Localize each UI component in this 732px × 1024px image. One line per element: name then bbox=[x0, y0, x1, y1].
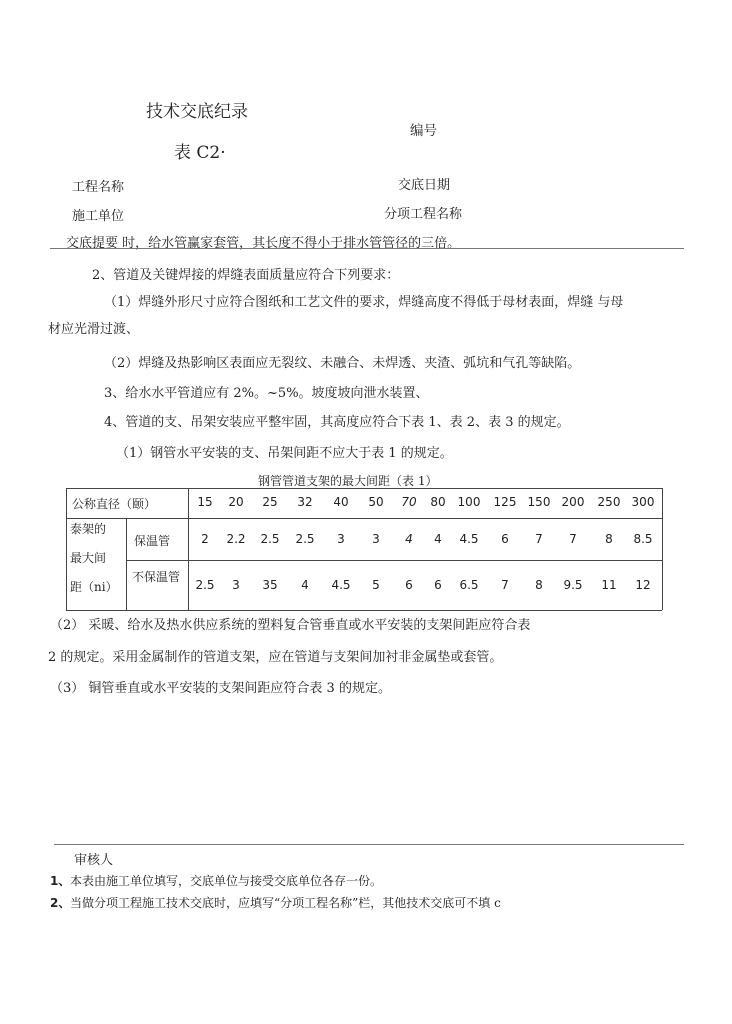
table-line-header bbox=[66, 518, 662, 519]
table-header-cell: 300 bbox=[631, 495, 655, 509]
table-cell: 2.5 bbox=[295, 532, 315, 546]
table-line-group bbox=[126, 518, 127, 610]
table-line-label bbox=[188, 488, 189, 610]
row-group-label-1: 泰架的 bbox=[70, 522, 107, 536]
table-header-cell: 40 bbox=[333, 495, 349, 509]
sub-project-label: 分项工程名称 bbox=[384, 207, 463, 222]
table-cell: 3 bbox=[372, 532, 380, 546]
table-cell: 8 bbox=[535, 578, 543, 592]
table-caption: 钢管管道支架的最大间距（表 1） bbox=[258, 474, 438, 488]
table-cell: 6.5 bbox=[459, 578, 479, 592]
table-border-top bbox=[66, 488, 662, 489]
table-cell: 8 bbox=[605, 532, 613, 546]
table-cell: 11 bbox=[601, 578, 617, 592]
note1-text: 本表由施工单位填写，交底单位与接受交底单位各存一份。 bbox=[70, 874, 383, 888]
row-group-label-2: 最大间 bbox=[70, 551, 107, 565]
paragraph-4-1: （1）钢管水平安装的支、吊架间距不应大于表 1 的规定。 bbox=[116, 446, 453, 461]
row-group-label-3: 距（ni） bbox=[70, 580, 118, 594]
note2-number: 2、 bbox=[50, 896, 71, 910]
table-header-cell: 32 bbox=[297, 495, 313, 509]
table-cell: 8.5 bbox=[633, 532, 653, 546]
table-header-cell: 100 bbox=[457, 495, 481, 509]
table-cell: 2.2 bbox=[226, 532, 246, 546]
table-line-mid bbox=[126, 560, 662, 561]
table-header-cell: 250 bbox=[597, 495, 621, 509]
table-header-cell: 70 bbox=[401, 495, 417, 509]
table-border-bottom bbox=[66, 610, 662, 611]
summary-line: 交底提要 时，给水管赢家套管，其长度不得小于排水管管径的三倍。 bbox=[66, 236, 461, 251]
table-header-cell: 200 bbox=[561, 495, 585, 509]
reviewer-label: 审核人 bbox=[74, 853, 114, 868]
table-cell: 2.5 bbox=[260, 532, 280, 546]
table-border-left bbox=[66, 488, 67, 610]
table-cell: 4.5 bbox=[459, 532, 479, 546]
table-cell: 5 bbox=[372, 578, 380, 592]
table-cell: 35 bbox=[262, 578, 278, 592]
table-cell: 4 bbox=[405, 532, 413, 546]
table-cell: 6 bbox=[434, 578, 442, 592]
table-header-label: 公称直径（颐） bbox=[72, 497, 157, 511]
table-cell: 4 bbox=[434, 532, 442, 546]
table-cell: 3 bbox=[337, 532, 345, 546]
form-code: 表 C2· bbox=[174, 143, 226, 163]
table-cell: 3 bbox=[232, 578, 240, 592]
construction-unit-label: 施工单位 bbox=[72, 209, 125, 224]
paragraph-q2-a: （2） 采暖、给水及热水供应系统的塑料复合管垂直或水平安装的支架间距应符合表 bbox=[50, 618, 531, 633]
page-title: 技术交底纪录 bbox=[146, 102, 248, 122]
table-cell: 12 bbox=[635, 578, 651, 592]
table-cell: 6 bbox=[501, 532, 509, 546]
project-name-label: 工程名称 bbox=[72, 180, 125, 195]
paragraph-q2-b: 2 的规定。采用金属制作的管道支架，应在管道与支架间加衬非金属垫或套管。 bbox=[48, 650, 503, 665]
footer-divider bbox=[54, 844, 684, 845]
paragraph-q3: （3） 铜管垂直或水平安装的支架间距应符合表 3 的规定。 bbox=[50, 681, 391, 696]
table-header-cell: 150 bbox=[527, 495, 551, 509]
table-cell: 7 bbox=[501, 578, 509, 592]
table-cell: 7 bbox=[569, 532, 577, 546]
note2-text: 当做分项工程施工技术交底时，应填写“分项工程名称”栏，其他技术交底可不填 c bbox=[70, 896, 501, 910]
disclosure-date-label: 交底日期 bbox=[398, 178, 451, 193]
paragraph-2-2: （2）焊缝及热影响区表面应无裂纹、未融合、未焊透、夹渣、弧坑和气孔等缺陷。 bbox=[104, 356, 581, 371]
table-header-cell: 15 bbox=[197, 495, 213, 509]
table-cell: 7 bbox=[535, 532, 543, 546]
paragraph-2-1-a: （1）焊缝外形尺寸应符合图纸和工艺文件的要求，焊缝高度不得低于母材表面，焊缝 与母 bbox=[104, 295, 624, 310]
table-cell: 4.5 bbox=[331, 578, 351, 592]
table-border-right bbox=[662, 488, 663, 610]
paragraph-2: 2、管道及关键焊接的焊缝表面质量应符合下列要求： bbox=[92, 268, 400, 283]
table-header-cell: 20 bbox=[228, 495, 244, 509]
note1-number: 1、 bbox=[50, 874, 71, 888]
header-divider bbox=[50, 248, 684, 249]
paragraph-4: 4、管道的支、吊架安装应平整牢固，其高度应符合下表 1、表 2、表 3 的规定。 bbox=[104, 415, 570, 430]
table-header-cell: 80 bbox=[430, 495, 446, 509]
table-cell: 6 bbox=[405, 578, 413, 592]
table-header-cell: 125 bbox=[493, 495, 517, 509]
table-header-cell: 50 bbox=[368, 495, 384, 509]
table-cell: 4 bbox=[301, 578, 309, 592]
table-cell: 2 bbox=[201, 532, 209, 546]
paragraph-3: 3、给水水平管道应有 2%。~5%。坡度坡向泄水装置、 bbox=[104, 386, 429, 401]
table-header-cell: 25 bbox=[262, 495, 278, 509]
table-cell: 2.5 bbox=[195, 578, 215, 592]
table-cell: 9.5 bbox=[563, 578, 583, 592]
row1-label: 保温管 bbox=[134, 534, 171, 548]
row2-label: 不保温管 bbox=[132, 570, 181, 584]
number-label: 编号 bbox=[410, 123, 437, 139]
paragraph-2-1-b: 材应光滑过渡、 bbox=[48, 322, 140, 337]
